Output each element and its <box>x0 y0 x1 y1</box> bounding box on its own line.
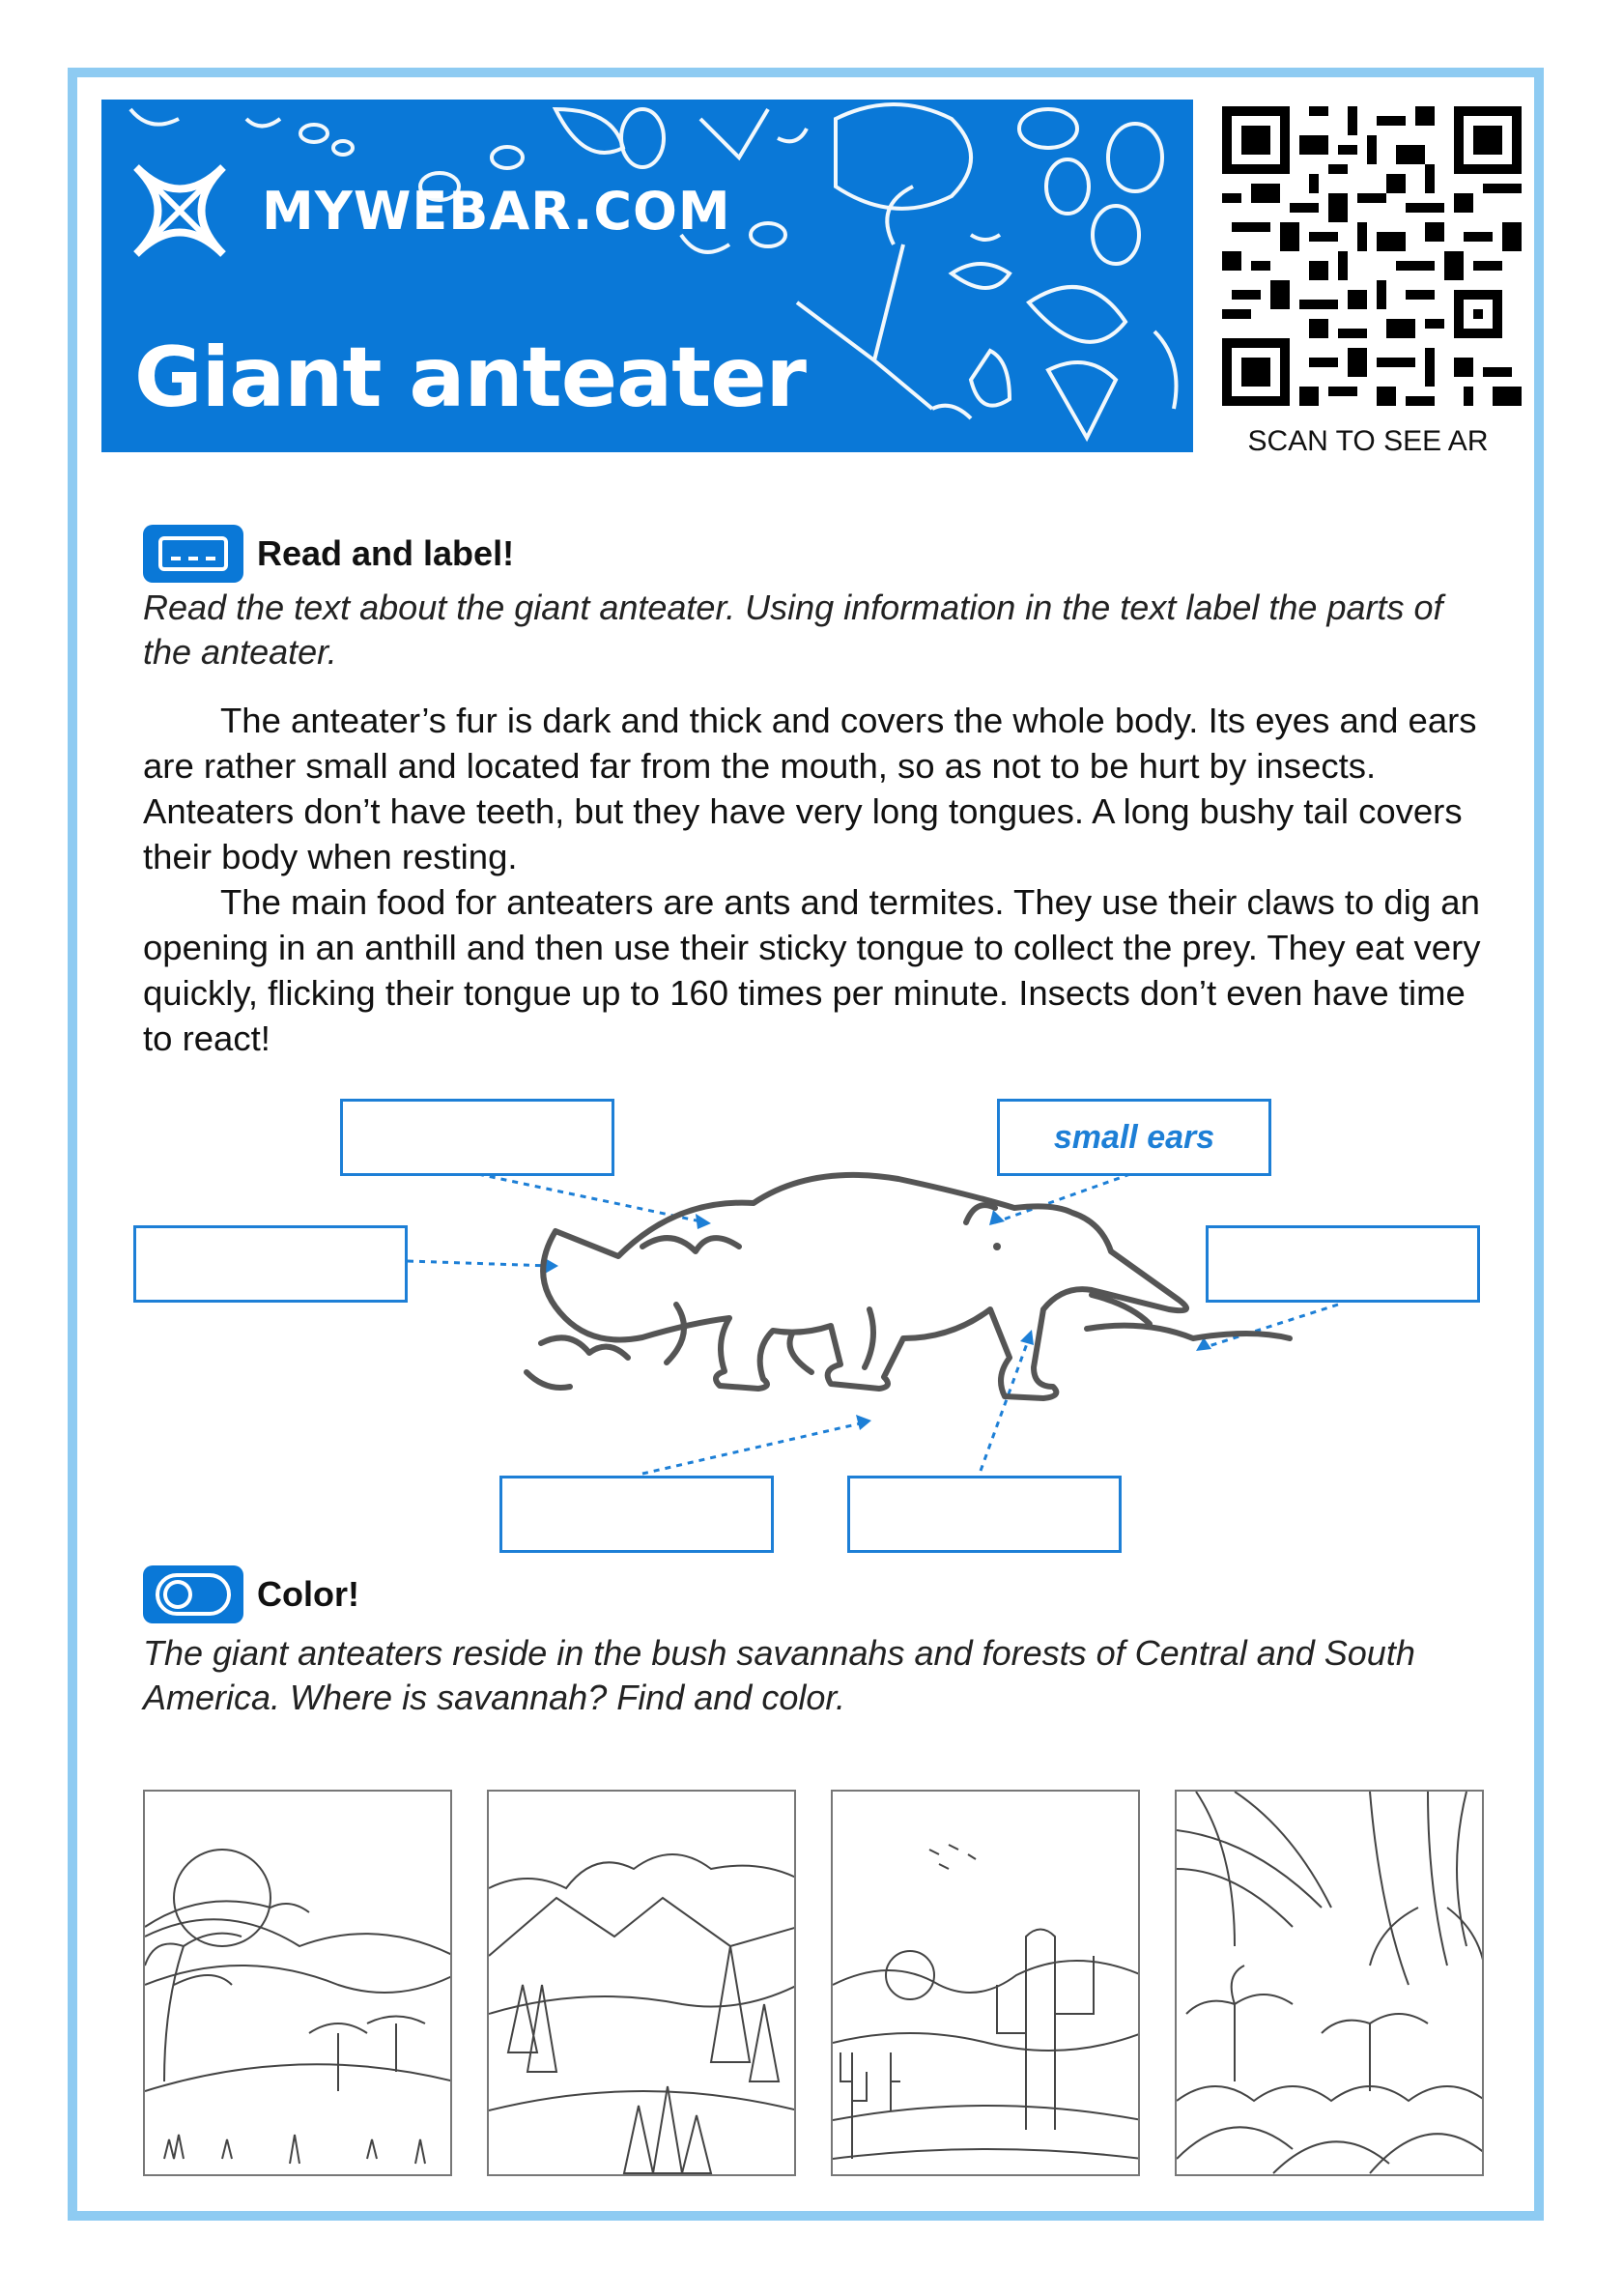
picture-jungle[interactable] <box>1175 1790 1484 2176</box>
color-section-heading <box>143 1565 359 1623</box>
label-box-mid-right[interactable] <box>1206 1225 1480 1303</box>
label-box-bottom-right[interactable] <box>847 1476 1122 1553</box>
label-box-bottom-left[interactable] <box>499 1476 774 1553</box>
read-section-title: Read and label! <box>257 533 515 573</box>
read-instruction: Read the text about the giant anteater. Using information in the text label the parts of the anteater. <box>143 588 1443 672</box>
site-name: MYWEBAR.COM <box>262 180 731 242</box>
reading-paragraph-1: The anteater’s fur is dark and thick and covers the whole body. Its eyes and ears are rather small and located far from the mouth, so as not to be hurt by insects. Anteaters don’t have teeth, but they have very long tongues. A long bushy tail covers their body when resting. <box>143 701 1477 876</box>
label-box-top-right[interactable]: small ears <box>997 1099 1271 1176</box>
label-box-mid-left[interactable] <box>133 1225 408 1303</box>
qr-caption: SCAN TO SEE AR <box>1247 425 1489 457</box>
reading-paragraph-2: The main food for anteaters are ants and termites. They use their claws to dig an opening in an anthill and then use their sticky tongue to collect the prey. They eat very quickly, flicking their tongue up to 160 times per minute. Insects don’t even have time to react! <box>143 882 1481 1058</box>
page-title: Giant anteater <box>134 330 806 426</box>
color-section-title: Color! <box>257 1574 359 1614</box>
label-box-top-left[interactable] <box>340 1099 614 1176</box>
picture-savannah[interactable] <box>143 1790 452 2176</box>
picture-desert[interactable] <box>831 1790 1140 2176</box>
color-instruction: The giant anteaters reside in the bush savannahs and forests of Central and South America. Where is savannah? Find and color. <box>143 1633 1415 1717</box>
toggle-icon <box>143 1565 243 1623</box>
picture-mountain-forest[interactable] <box>487 1790 796 2176</box>
